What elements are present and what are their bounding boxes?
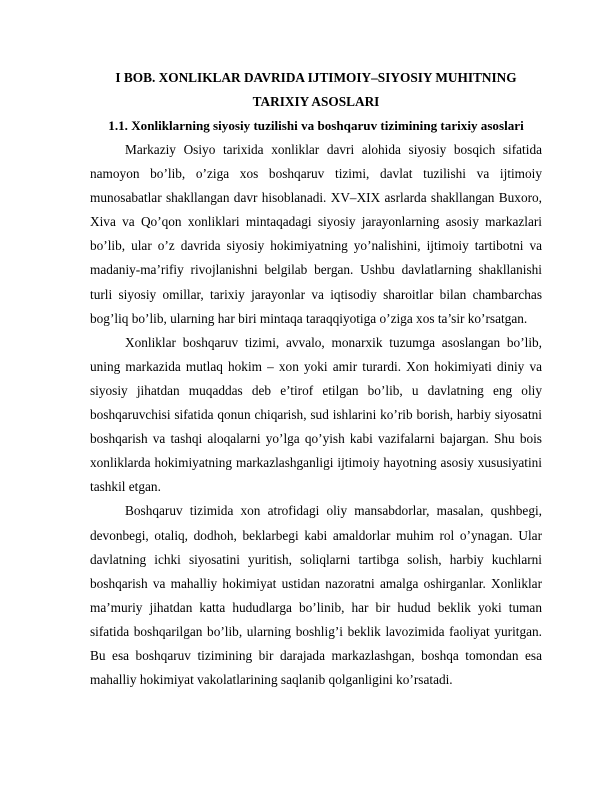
body-paragraph-2: Xonliklar boshqaruv tizimi, avvalo, monarxik tuzumga asoslangan bo’lib, uning markazida mutlaq hokim – xon yoki amir turardi. Xon hokimiyati diniy va siyosiy jihatdan muqaddas deb e’tirof etilgan bo’lib, u davlatning eng oliy boshqaruvchisi sifatida qonun chiqarish, sud ishlarini ko’rib borish, harbiy siyosatni boshqarish va tashqi aloqalarni yo’lga qo’yish kabi vazifalarni bajargan. Shu bois xonliklarda hokimiyatning markazlashganligi ijtimoiy hayotning asosiy xususiyatini tashkil etgan. [90, 334, 542, 495]
body-paragraph-3: Boshqaruv tizimida xon atrofidagi oliy mansabdorlar, masalan, qushbegi, devonbegi, otaliq, dodhoh, beklarbegi kabi amaldorlar muhim rol o’ynagan. Ular davlatning ichki siyosatini yuritish, soliqlarni tartibga solish, harbiy kuchlarni boshqarish va mahalliy hokimiyat ustidan nazoratni amalga oshirganlar. Xonliklar ma’muriy jihatdan katta hududlarga bo’linib, har bir hudud beklik yoki tuman sifatida boshqarilgan bo’lib, ularning boshlig’i beklik lavozimida faoliyat yuritgan. Bu esa boshqaruv tizimining bir darajada markazlashgan, boshqa tomondan esa mahalliy hokimiyat vakolatlarining saqlanib qolganligini ko’rsatadi. [90, 503, 542, 688]
chapter-title: I BOB. XONLIKLAR DAVRIDA IJTIMOIY–SIYOSIY MUHITNING TARIXIY ASOSLARI [115, 70, 517, 109]
section-title: 1.1. Xonliklarning siyosiy tuzilishi va boshqaruv tizimining tarixiy asoslari [108, 118, 524, 133]
body-paragraph-1: Markaziy Osiyo tarixida xonliklar davri alohida siyosiy bosqich sifatida namoyon bo’lib, o’ziga xos boshqaruv tizimi, davlat tuzilishi va ijtimoiy munosabatlar shakllangan davr hisoblanadi. XV–XIX asrlarda shakllangan Buxoro, Xiva va Qo’qon xonliklari mintaqadagi siyosiy jarayonlarning asosiy markazlari bo’lib, ular o’z davrida siyosiy hokimiyatning yo’nalishini, ijtimoiy tartibotni va madaniy-ma’rifiy rivojlanishni belgilab bergan. Ushbu davlatlarning shakllanishi turli siyosiy omillar, tarixiy jarayonlar va iqtisodiy sharoitlar bilan chambarchas bog’liq bo’lib, ularning har biri mintaqa taraqqiyotiga o’ziga xos ta’sir ko’rsatgan. [90, 142, 542, 326]
